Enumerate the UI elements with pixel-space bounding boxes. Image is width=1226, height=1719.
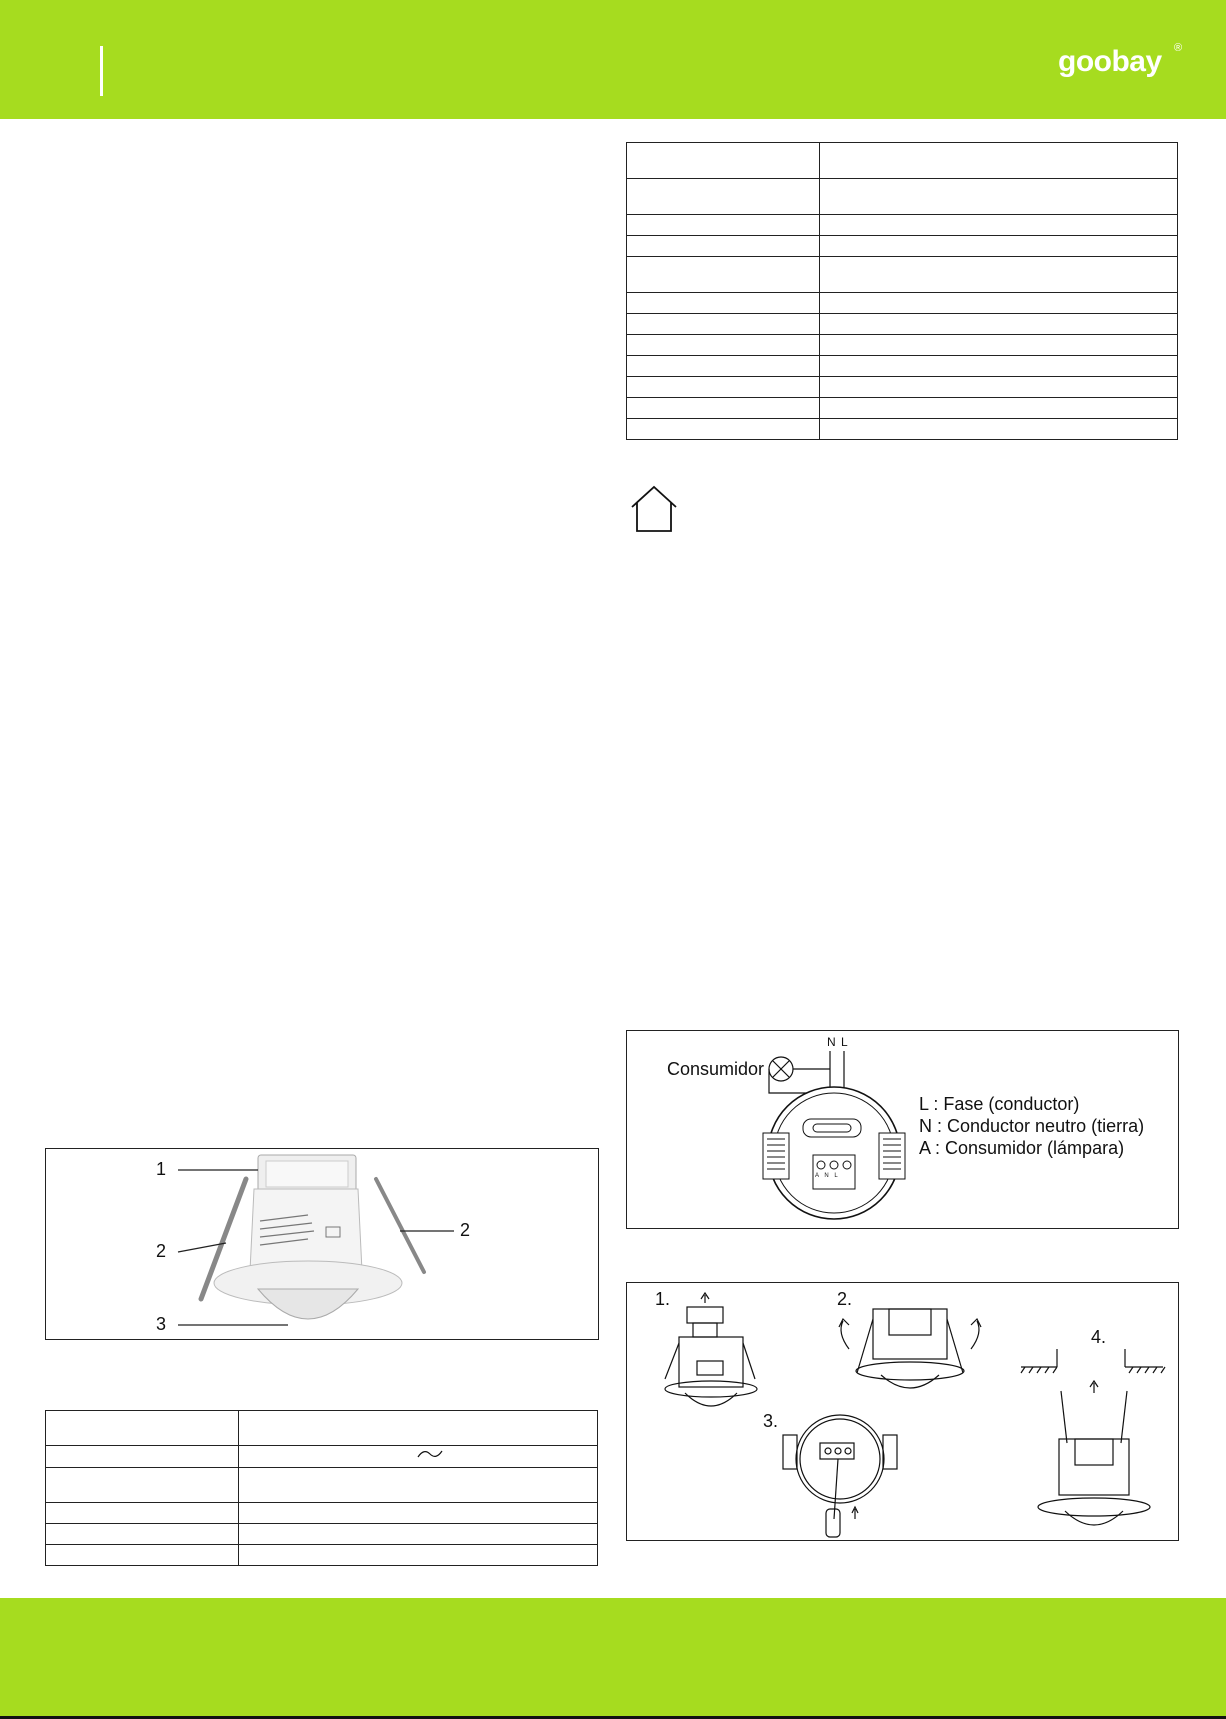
table-row xyxy=(46,1545,598,1566)
installation-illustrations xyxy=(627,1283,1178,1540)
wiring-diagram xyxy=(626,1030,1179,1229)
table-row xyxy=(46,1446,598,1468)
registered-mark: ® xyxy=(1174,42,1183,54)
spec-table-left xyxy=(45,1410,598,1566)
legend-phase: L : Fase (conductor) xyxy=(919,1094,1080,1114)
house-outline-icon xyxy=(628,485,680,533)
installation-diagram xyxy=(626,1282,1179,1541)
table-row xyxy=(627,179,1178,215)
table-row xyxy=(627,377,1178,398)
wire-label-l: L xyxy=(841,1035,848,1049)
step-4-label: 4. xyxy=(1091,1327,1107,1347)
logo-text: goobay xyxy=(1058,45,1162,78)
header-band xyxy=(0,0,1226,119)
ac-tilde-icon xyxy=(417,1447,443,1466)
wire-label-n: N xyxy=(827,1035,836,1049)
footer-band xyxy=(0,1598,1226,1719)
table-row xyxy=(627,143,1178,179)
goobay-logo xyxy=(1058,40,1198,84)
table-row xyxy=(627,236,1178,257)
motion-sensor-illustration xyxy=(46,1149,598,1339)
table-row xyxy=(627,215,1178,236)
legend-neutral: N : Conductor neutro (tierra) xyxy=(919,1116,1145,1136)
table-row xyxy=(46,1411,598,1446)
callout-2-right: 2 xyxy=(460,1220,471,1240)
spec-table-right xyxy=(626,142,1178,440)
product-figure xyxy=(45,1148,599,1340)
table-row xyxy=(46,1468,598,1503)
table-row xyxy=(627,335,1178,356)
callout-3: 3 xyxy=(156,1314,167,1334)
callout-1: 1 xyxy=(156,1159,167,1179)
step-1-label: 1. xyxy=(655,1289,671,1309)
table-row xyxy=(627,257,1178,293)
table-row xyxy=(627,314,1178,335)
terminal-labels: A N L xyxy=(815,1173,840,1179)
step-3-label: 3. xyxy=(763,1411,779,1431)
legend-load: A : Consumidor (lámpara) xyxy=(919,1138,1125,1158)
table-row xyxy=(46,1524,598,1545)
table-row xyxy=(46,1503,598,1524)
table-row xyxy=(627,398,1178,419)
table-row xyxy=(627,293,1178,314)
table-row xyxy=(627,419,1178,440)
load-label: Consumidor xyxy=(667,1059,765,1079)
table-row xyxy=(627,356,1178,377)
callout-2-left: 2 xyxy=(156,1241,167,1261)
header-divider xyxy=(100,46,103,96)
step-2-label: 2. xyxy=(837,1289,853,1309)
